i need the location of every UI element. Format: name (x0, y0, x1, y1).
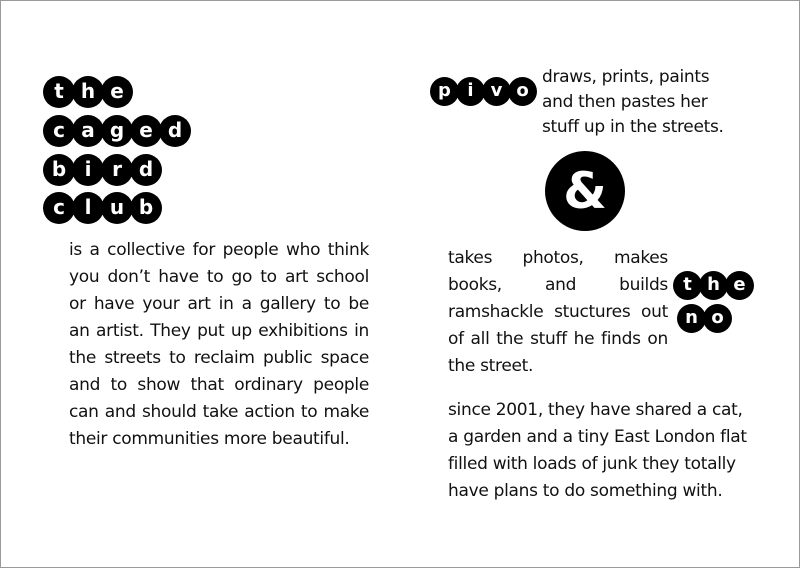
pivo-letter-bubble: i (456, 77, 485, 106)
title-line-the (43, 76, 130, 108)
theno-letter-bubble: h (699, 271, 728, 300)
shared-description: since 2001, they have shared a cat, a garden and a tiny East London flat filled with loads of junk they totally have plans to do something with. (448, 400, 747, 501)
pivo-name (430, 77, 534, 106)
title-letter-bubble: r (101, 154, 133, 186)
title-letter-bubble: c (43, 115, 75, 147)
title-letter-bubble: c (43, 192, 75, 224)
title-letter-bubble: d (159, 115, 191, 147)
title-letter-bubble: l (72, 192, 104, 224)
title-letter-bubble: u (101, 192, 133, 224)
club-description: is a collective for people who think you don’t have to go to art school or have your art in a gallery to be an artist. They put up exhibitions in the streets to reclaim public space and to show that ordinary people can and should take action to make their communities more beautiful. (69, 240, 369, 449)
theno-description: takes photos, makes books, and builds ramshackle stuctures out of all the stuff he finds on the street. (448, 248, 668, 376)
pivo-description: draws, prints, paints and then pastes her stuff up in the streets. (542, 67, 724, 137)
theno-letter-bubble: e (725, 271, 754, 300)
title-letter-bubble: i (72, 154, 104, 186)
title-letter-bubble: e (130, 115, 162, 147)
ampersand-bubble: & (545, 151, 625, 231)
theno-name-line-the (673, 271, 751, 300)
title-letter-bubble: g (101, 115, 133, 147)
title-line-club (43, 192, 159, 224)
title-letter-bubble: h (72, 76, 104, 108)
title-letter-bubble: b (43, 154, 75, 186)
theno-name-line-no (677, 304, 729, 333)
theno-letter-bubble: o (703, 304, 732, 333)
pivo-letter-bubble: p (430, 77, 459, 106)
title-letter-bubble: t (43, 76, 75, 108)
title-line-caged (43, 115, 188, 147)
theno-letter-bubble: t (673, 271, 702, 300)
title-letter-bubble: a (72, 115, 104, 147)
theno-letter-bubble: n (677, 304, 706, 333)
title-letter-bubble: b (130, 192, 162, 224)
title-letter-bubble: e (101, 76, 133, 108)
title-letter-bubble: d (130, 154, 162, 186)
title-line-bird (43, 154, 159, 186)
pivo-letter-bubble: v (482, 77, 511, 106)
pivo-letter-bubble: o (508, 77, 537, 106)
